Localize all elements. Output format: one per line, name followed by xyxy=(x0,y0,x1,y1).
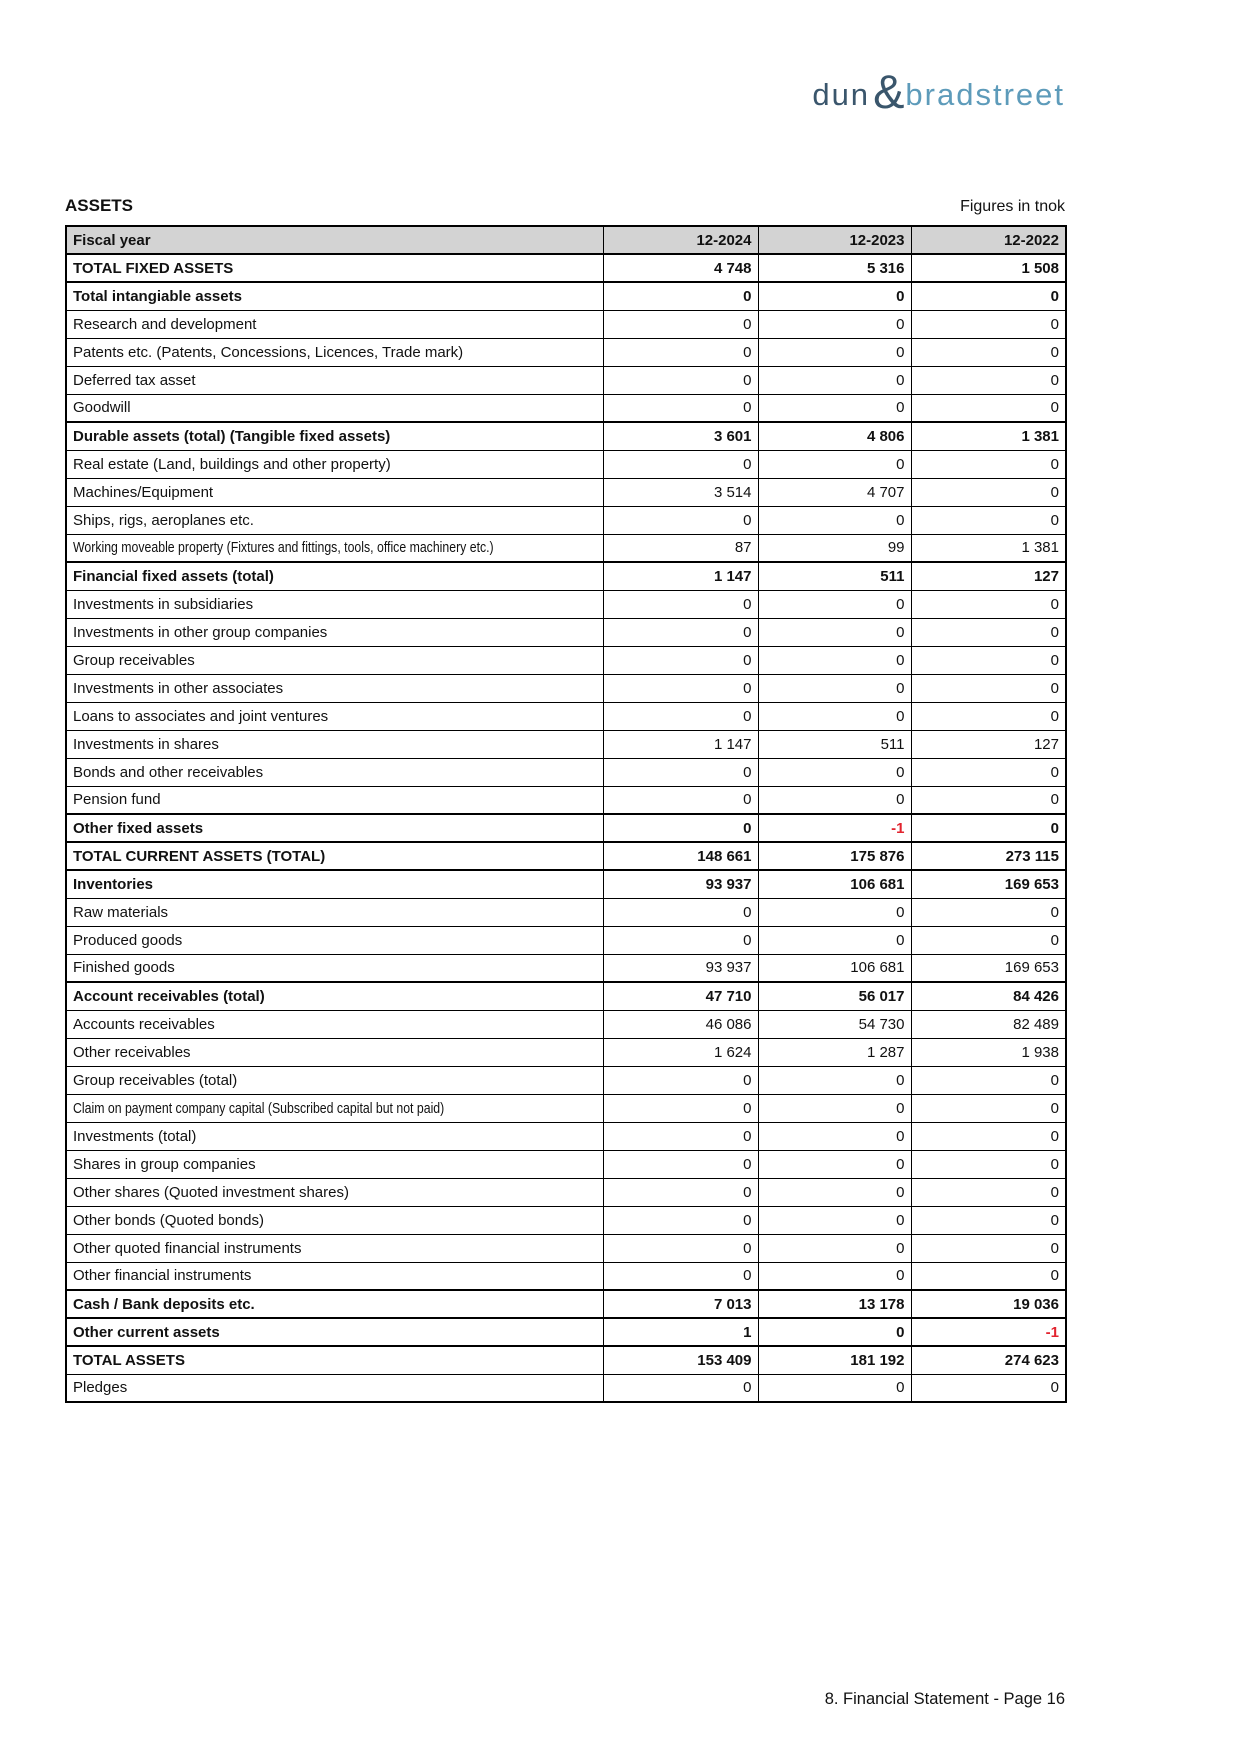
row-label: Produced goods xyxy=(66,926,603,954)
row-value: 3 514 xyxy=(603,478,758,506)
row-label: Shares in group companies xyxy=(66,1150,603,1178)
row-label: Raw materials xyxy=(66,898,603,926)
row-value: 0 xyxy=(603,758,758,786)
row-value: 0 xyxy=(911,786,1066,814)
dun-bradstreet-logo xyxy=(812,65,1065,120)
row-value: 0 xyxy=(911,338,1066,366)
row-value: 106 681 xyxy=(758,870,911,898)
table-row xyxy=(66,1206,1066,1234)
header-col-12-2022: 12-2022 xyxy=(911,226,1066,254)
table-row xyxy=(66,534,1066,562)
row-value: -1 xyxy=(758,814,911,842)
table-row xyxy=(66,926,1066,954)
table-row xyxy=(66,1374,1066,1402)
row-value: 1 381 xyxy=(911,534,1066,562)
row-value: 1 xyxy=(603,1318,758,1346)
table-row xyxy=(66,646,1066,674)
row-value: 93 937 xyxy=(603,954,758,982)
row-value: 0 xyxy=(911,646,1066,674)
table-row xyxy=(66,310,1066,338)
row-value: 56 017 xyxy=(758,982,911,1010)
row-value: 0 xyxy=(603,786,758,814)
row-label: Other quoted financial instruments xyxy=(66,1234,603,1262)
table-row xyxy=(66,1038,1066,1066)
row-label: Other bonds (Quoted bonds) xyxy=(66,1206,603,1234)
logo-text-bradstreet: bradstreet xyxy=(905,76,1065,112)
row-value: 0 xyxy=(758,1234,911,1262)
row-label: Total intangiable assets xyxy=(66,282,603,310)
row-value: 0 xyxy=(911,1150,1066,1178)
row-value: 0 xyxy=(911,926,1066,954)
row-label: Inventories xyxy=(66,870,603,898)
table-row xyxy=(66,282,1066,310)
row-label: Working moveable property (Fixtures and fittings, tools, office machinery etc.) xyxy=(66,534,603,562)
row-value: 0 xyxy=(758,1122,911,1150)
row-value: 0 xyxy=(911,478,1066,506)
row-value: 0 xyxy=(603,590,758,618)
table-row xyxy=(66,758,1066,786)
row-value: 0 xyxy=(911,590,1066,618)
figures-unit-note: Figures in tnok xyxy=(960,198,1065,215)
row-value: 0 xyxy=(758,926,911,954)
row-value: 0 xyxy=(603,1262,758,1290)
row-value: 19 036 xyxy=(911,1290,1066,1318)
row-value: 0 xyxy=(758,1178,911,1206)
row-value: 0 xyxy=(911,758,1066,786)
table-row xyxy=(66,1318,1066,1346)
row-value: 0 xyxy=(911,674,1066,702)
table-row xyxy=(66,338,1066,366)
row-value: 0 xyxy=(911,366,1066,394)
assets-table-body xyxy=(66,254,1066,1402)
row-value: 0 xyxy=(758,646,911,674)
row-value: 0 xyxy=(603,1374,758,1402)
row-label: Deferred tax asset xyxy=(66,366,603,394)
row-label: Other financial instruments xyxy=(66,1262,603,1290)
row-value: 106 681 xyxy=(758,954,911,982)
row-value: 0 xyxy=(911,450,1066,478)
row-label: Group receivables xyxy=(66,646,603,674)
row-value: 0 xyxy=(603,1150,758,1178)
row-value: 0 xyxy=(758,506,911,534)
table-row xyxy=(66,1234,1066,1262)
row-value: 127 xyxy=(911,730,1066,758)
row-value: 0 xyxy=(911,702,1066,730)
table-row xyxy=(66,1150,1066,1178)
header-col-12-2024: 12-2024 xyxy=(603,226,758,254)
row-value: 0 xyxy=(758,394,911,422)
row-label: Machines/Equipment xyxy=(66,478,603,506)
row-value: 0 xyxy=(911,1206,1066,1234)
row-label: Other shares (Quoted investment shares) xyxy=(66,1178,603,1206)
table-row xyxy=(66,562,1066,590)
table-row xyxy=(66,674,1066,702)
row-value: 0 xyxy=(603,674,758,702)
row-value: 3 601 xyxy=(603,422,758,450)
row-value: 4 707 xyxy=(758,478,911,506)
table-row xyxy=(66,450,1066,478)
row-value: 4 806 xyxy=(758,422,911,450)
row-value: 0 xyxy=(911,1178,1066,1206)
table-row xyxy=(66,1178,1066,1206)
row-value: 1 287 xyxy=(758,1038,911,1066)
row-value: 0 xyxy=(603,702,758,730)
row-value: 0 xyxy=(758,590,911,618)
row-label: TOTAL CURRENT ASSETS (TOTAL) xyxy=(66,842,603,870)
row-value: 148 661 xyxy=(603,842,758,870)
row-value: 0 xyxy=(603,926,758,954)
row-value: 0 xyxy=(758,786,911,814)
row-label: Other current assets xyxy=(66,1318,603,1346)
title-row xyxy=(65,196,1065,216)
row-label: Investments in shares xyxy=(66,730,603,758)
row-value: 0 xyxy=(911,394,1066,422)
row-value: 99 xyxy=(758,534,911,562)
row-label: Claim on payment company capital (Subscribed capital but not paid) xyxy=(66,1094,603,1122)
row-value: 0 xyxy=(758,310,911,338)
table-row xyxy=(66,1262,1066,1290)
row-value: 7 013 xyxy=(603,1290,758,1318)
table-row xyxy=(66,1094,1066,1122)
row-value: 169 653 xyxy=(911,954,1066,982)
row-value: 0 xyxy=(603,1234,758,1262)
row-value: 511 xyxy=(758,562,911,590)
row-label: Investments (total) xyxy=(66,1122,603,1150)
table-row xyxy=(66,954,1066,982)
row-label: Account receivables (total) xyxy=(66,982,603,1010)
row-value: 169 653 xyxy=(911,870,1066,898)
table-row xyxy=(66,618,1066,646)
row-value: 0 xyxy=(758,1066,911,1094)
row-value: 5 316 xyxy=(758,254,911,282)
row-value: 0 xyxy=(911,618,1066,646)
table-row xyxy=(66,814,1066,842)
row-value: 0 xyxy=(911,1234,1066,1262)
table-row xyxy=(66,870,1066,898)
row-value: 0 xyxy=(603,618,758,646)
row-label: Other receivables xyxy=(66,1038,603,1066)
row-value: 0 xyxy=(603,1206,758,1234)
logo-text-dun: dun xyxy=(812,76,871,112)
row-value: 0 xyxy=(603,814,758,842)
row-value: 0 xyxy=(758,1318,911,1346)
row-label: Pledges xyxy=(66,1374,603,1402)
row-value: 0 xyxy=(758,702,911,730)
row-value: 0 xyxy=(758,898,911,926)
header-fiscal-year: Fiscal year xyxy=(66,226,603,254)
row-value: 0 xyxy=(603,646,758,674)
row-value: 0 xyxy=(758,1262,911,1290)
row-value: 0 xyxy=(603,1178,758,1206)
row-label: Durable assets (total) (Tangible fixed assets) xyxy=(66,422,603,450)
row-value: 1 938 xyxy=(911,1038,1066,1066)
row-value: 274 623 xyxy=(911,1346,1066,1374)
table-row xyxy=(66,1010,1066,1038)
row-value: 87 xyxy=(603,534,758,562)
row-label: TOTAL ASSETS xyxy=(66,1346,603,1374)
section-title: ASSETS xyxy=(65,196,134,215)
row-label: Pension fund xyxy=(66,786,603,814)
table-row xyxy=(66,1346,1066,1374)
row-value: 0 xyxy=(603,1094,758,1122)
row-label: Real estate (Land, buildings and other property) xyxy=(66,450,603,478)
row-value: 84 426 xyxy=(911,982,1066,1010)
row-value: 511 xyxy=(758,730,911,758)
row-value: 0 xyxy=(758,674,911,702)
row-value: 0 xyxy=(911,1066,1066,1094)
row-value: 0 xyxy=(758,338,911,366)
row-value: 0 xyxy=(603,898,758,926)
header-col-12-2023: 12-2023 xyxy=(758,226,911,254)
assets-table xyxy=(65,225,1067,1403)
row-value: 153 409 xyxy=(603,1346,758,1374)
row-value: 0 xyxy=(603,506,758,534)
row-value: 13 178 xyxy=(758,1290,911,1318)
table-row xyxy=(66,254,1066,282)
row-value: 175 876 xyxy=(758,842,911,870)
row-value: 0 xyxy=(758,758,911,786)
table-row xyxy=(66,1290,1066,1318)
row-value: 0 xyxy=(911,1262,1066,1290)
row-value: 0 xyxy=(911,1122,1066,1150)
row-value: 0 xyxy=(911,814,1066,842)
row-label: Investments in other group companies xyxy=(66,618,603,646)
row-value: 0 xyxy=(603,450,758,478)
row-value: 0 xyxy=(911,1094,1066,1122)
row-value: 1 147 xyxy=(603,730,758,758)
row-value: 1 508 xyxy=(911,254,1066,282)
table-row xyxy=(66,702,1066,730)
row-value: 0 xyxy=(911,282,1066,310)
row-value: 4 748 xyxy=(603,254,758,282)
row-value: 0 xyxy=(911,1374,1066,1402)
row-label: TOTAL FIXED ASSETS xyxy=(66,254,603,282)
row-value: 0 xyxy=(758,1094,911,1122)
row-value: 0 xyxy=(911,506,1066,534)
row-label: Other fixed assets xyxy=(66,814,603,842)
row-value: 0 xyxy=(603,1122,758,1150)
row-value: 0 xyxy=(758,1150,911,1178)
row-label: Bonds and other receivables xyxy=(66,758,603,786)
table-row xyxy=(66,842,1066,870)
row-label: Patents etc. (Patents, Concessions, Licences, Trade mark) xyxy=(66,338,603,366)
table-row xyxy=(66,730,1066,758)
row-label: Research and development xyxy=(66,310,603,338)
row-label: Accounts receivables xyxy=(66,1010,603,1038)
row-value: 93 937 xyxy=(603,870,758,898)
row-value: 0 xyxy=(603,310,758,338)
row-value: 0 xyxy=(911,310,1066,338)
row-label: Finished goods xyxy=(66,954,603,982)
page-footer: 8. Financial Statement - Page 16 xyxy=(824,1690,1065,1708)
row-value: 0 xyxy=(758,366,911,394)
table-row xyxy=(66,366,1066,394)
row-label: Ships, rigs, aeroplanes etc. xyxy=(66,506,603,534)
row-value: 0 xyxy=(758,282,911,310)
table-row xyxy=(66,590,1066,618)
row-value: 0 xyxy=(911,898,1066,926)
row-value: 127 xyxy=(911,562,1066,590)
row-value: 0 xyxy=(603,282,758,310)
row-value: 46 086 xyxy=(603,1010,758,1038)
table-header-row xyxy=(66,226,1066,254)
row-label: Group receivables (total) xyxy=(66,1066,603,1094)
row-label: Cash / Bank deposits etc. xyxy=(66,1290,603,1318)
row-value: 0 xyxy=(603,338,758,366)
row-value: 0 xyxy=(758,618,911,646)
row-value: 0 xyxy=(758,1374,911,1402)
row-value: 0 xyxy=(603,394,758,422)
row-label: Goodwill xyxy=(66,394,603,422)
row-label: Investments in other associates xyxy=(66,674,603,702)
table-row xyxy=(66,1122,1066,1150)
row-value: 1 381 xyxy=(911,422,1066,450)
row-value: -1 xyxy=(911,1318,1066,1346)
row-label: Financial fixed assets (total) xyxy=(66,562,603,590)
row-value: 0 xyxy=(603,1066,758,1094)
row-value: 273 115 xyxy=(911,842,1066,870)
table-row xyxy=(66,394,1066,422)
table-row xyxy=(66,422,1066,450)
page-content xyxy=(65,196,1065,1403)
row-value: 0 xyxy=(758,1206,911,1234)
row-value: 181 192 xyxy=(758,1346,911,1374)
table-row xyxy=(66,982,1066,1010)
row-value: 0 xyxy=(758,450,911,478)
row-label: Investments in subsidiaries xyxy=(66,590,603,618)
row-value: 82 489 xyxy=(911,1010,1066,1038)
table-row xyxy=(66,1066,1066,1094)
table-row xyxy=(66,478,1066,506)
logo-ampersand-icon: & xyxy=(873,65,905,118)
row-value: 47 710 xyxy=(603,982,758,1010)
row-value: 54 730 xyxy=(758,1010,911,1038)
table-row xyxy=(66,898,1066,926)
row-value: 1 624 xyxy=(603,1038,758,1066)
row-label: Loans to associates and joint ventures xyxy=(66,702,603,730)
row-value: 1 147 xyxy=(603,562,758,590)
row-value: 0 xyxy=(603,366,758,394)
table-row xyxy=(66,786,1066,814)
table-row xyxy=(66,506,1066,534)
